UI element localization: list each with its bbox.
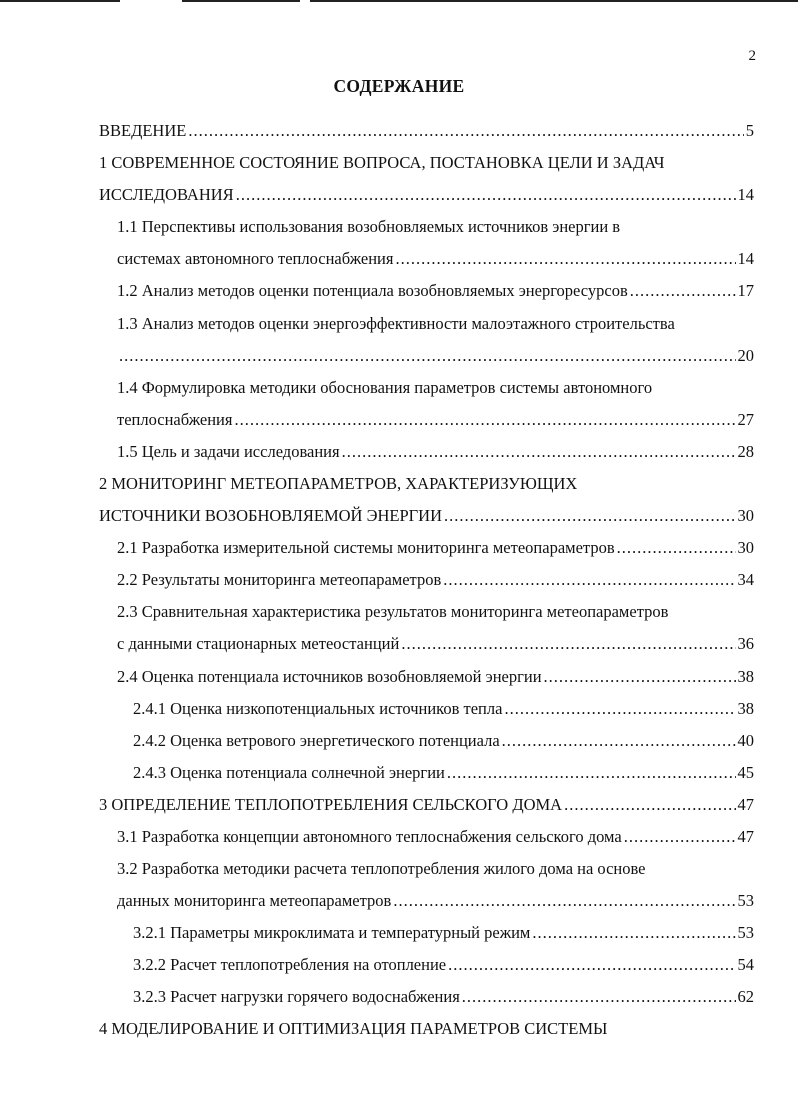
toc-entry[interactable]: 1.1 Перспективы использования возобновляемых источников энергии в: [117, 217, 621, 236]
toc-entry[interactable]: 3.2.3 Расчет нагрузки горячего водоснабжения ..... 62: [133, 982, 754, 1012]
toc-entry[interactable]: 3.2.1 Параметры микроклимата и температурный режим ..... 53: [133, 918, 754, 948]
page-title: СОДЕРЖАНИЕ: [333, 76, 465, 96]
toc-entry[interactable]: 4 МОДЕЛИРОВАНИЕ И ОПТИМИЗАЦИЯ ПАРАМЕТРОВ СИСТЕМЫ: [99, 1019, 608, 1038]
toc-entry[interactable]: 2.2 Результаты мониторинга метеопараметров ..... 34: [117, 565, 754, 595]
toc-entry[interactable]: 1 СОВРЕМЕННОЕ СОСТОЯНИЕ ВОПРОСА, ПОСТАНОВКА ЦЕЛИ И ЗАДАЧ: [99, 153, 665, 172]
toc-entry[interactable]: системах автономного теплоснабжения ..... 14: [117, 244, 754, 274]
toc-entry[interactable]: 3 ОПРЕДЕЛЕНИЕ ТЕПЛОПОТРЕБЛЕНИЯ СЕЛЬСКОГО ДОМА ..... 47: [99, 790, 754, 820]
toc-entry[interactable]: ВВЕДЕНИЕ ..... 5: [99, 116, 754, 146]
toc-entry[interactable]: 2.4 Оценка потенциала источников возобновляемой энергии ..... 38: [117, 662, 754, 692]
toc-entry[interactable]: 2.3 Сравнительная характеристика результатов мониторинга метеопараметров: [117, 602, 669, 621]
toc-entry[interactable]: с данными стационарных метеостанций ..... 36: [117, 629, 754, 659]
toc-entry[interactable]: 1.3 Анализ методов оценки энергоэффективности малоэтажного строительства: [117, 314, 675, 333]
toc-entry[interactable]: 2.4.3 Оценка потенциала солнечной энергии ..... 45: [133, 758, 754, 788]
toc-entry[interactable]: 3.1 Разработка концепции автономного теплоснабжения сельского дома ..... 47: [117, 822, 754, 852]
toc-entry[interactable]: 1.2 Анализ методов оценки потенциала возобновляемых энергоресурсов ..... 17: [117, 276, 754, 306]
toc-entry[interactable]: 2 МОНИТОРИНГ МЕТЕОПАРАМЕТРОВ, ХАРАКТЕРИЗУЮЩИХ: [99, 474, 578, 493]
toc-entry[interactable]: 2.4.1 Оценка низкопотенциальных источников тепла ..... 38: [133, 694, 754, 724]
toc-entry[interactable]: ..... 20: [117, 341, 754, 371]
toc-entry[interactable]: данных мониторинга метеопараметров ..... 53: [117, 886, 754, 916]
toc-entry[interactable]: 2.1 Разработка измерительной системы мониторинга метеопараметров ..... 30: [117, 533, 754, 563]
toc-entry[interactable]: 2.4.2 Оценка ветрового энергетического потенциала ..... 40: [133, 726, 754, 756]
toc-entry[interactable]: ИССЛЕДОВАНИЯ ..... 14: [99, 180, 754, 210]
toc-entry[interactable]: 3.2.2 Расчет теплопотребления на отопление ..... 54: [133, 950, 754, 980]
toc-entry[interactable]: 1.4 Формулировка методики обоснования параметров системы автономного: [117, 378, 653, 397]
toc-entry[interactable]: ИСТОЧНИКИ ВОЗОБНОВЛЯЕМОЙ ЭНЕРГИИ ..... 30: [99, 501, 754, 531]
toc-entry[interactable]: 1.5 Цель и задачи исследования ..... 28: [117, 437, 754, 467]
page-number: 2: [748, 48, 756, 64]
toc-entry[interactable]: теплоснабжения ..... 27: [117, 405, 754, 435]
toc-entry[interactable]: 3.2 Разработка методики расчета теплопотребления жилого дома на основе: [117, 859, 646, 878]
